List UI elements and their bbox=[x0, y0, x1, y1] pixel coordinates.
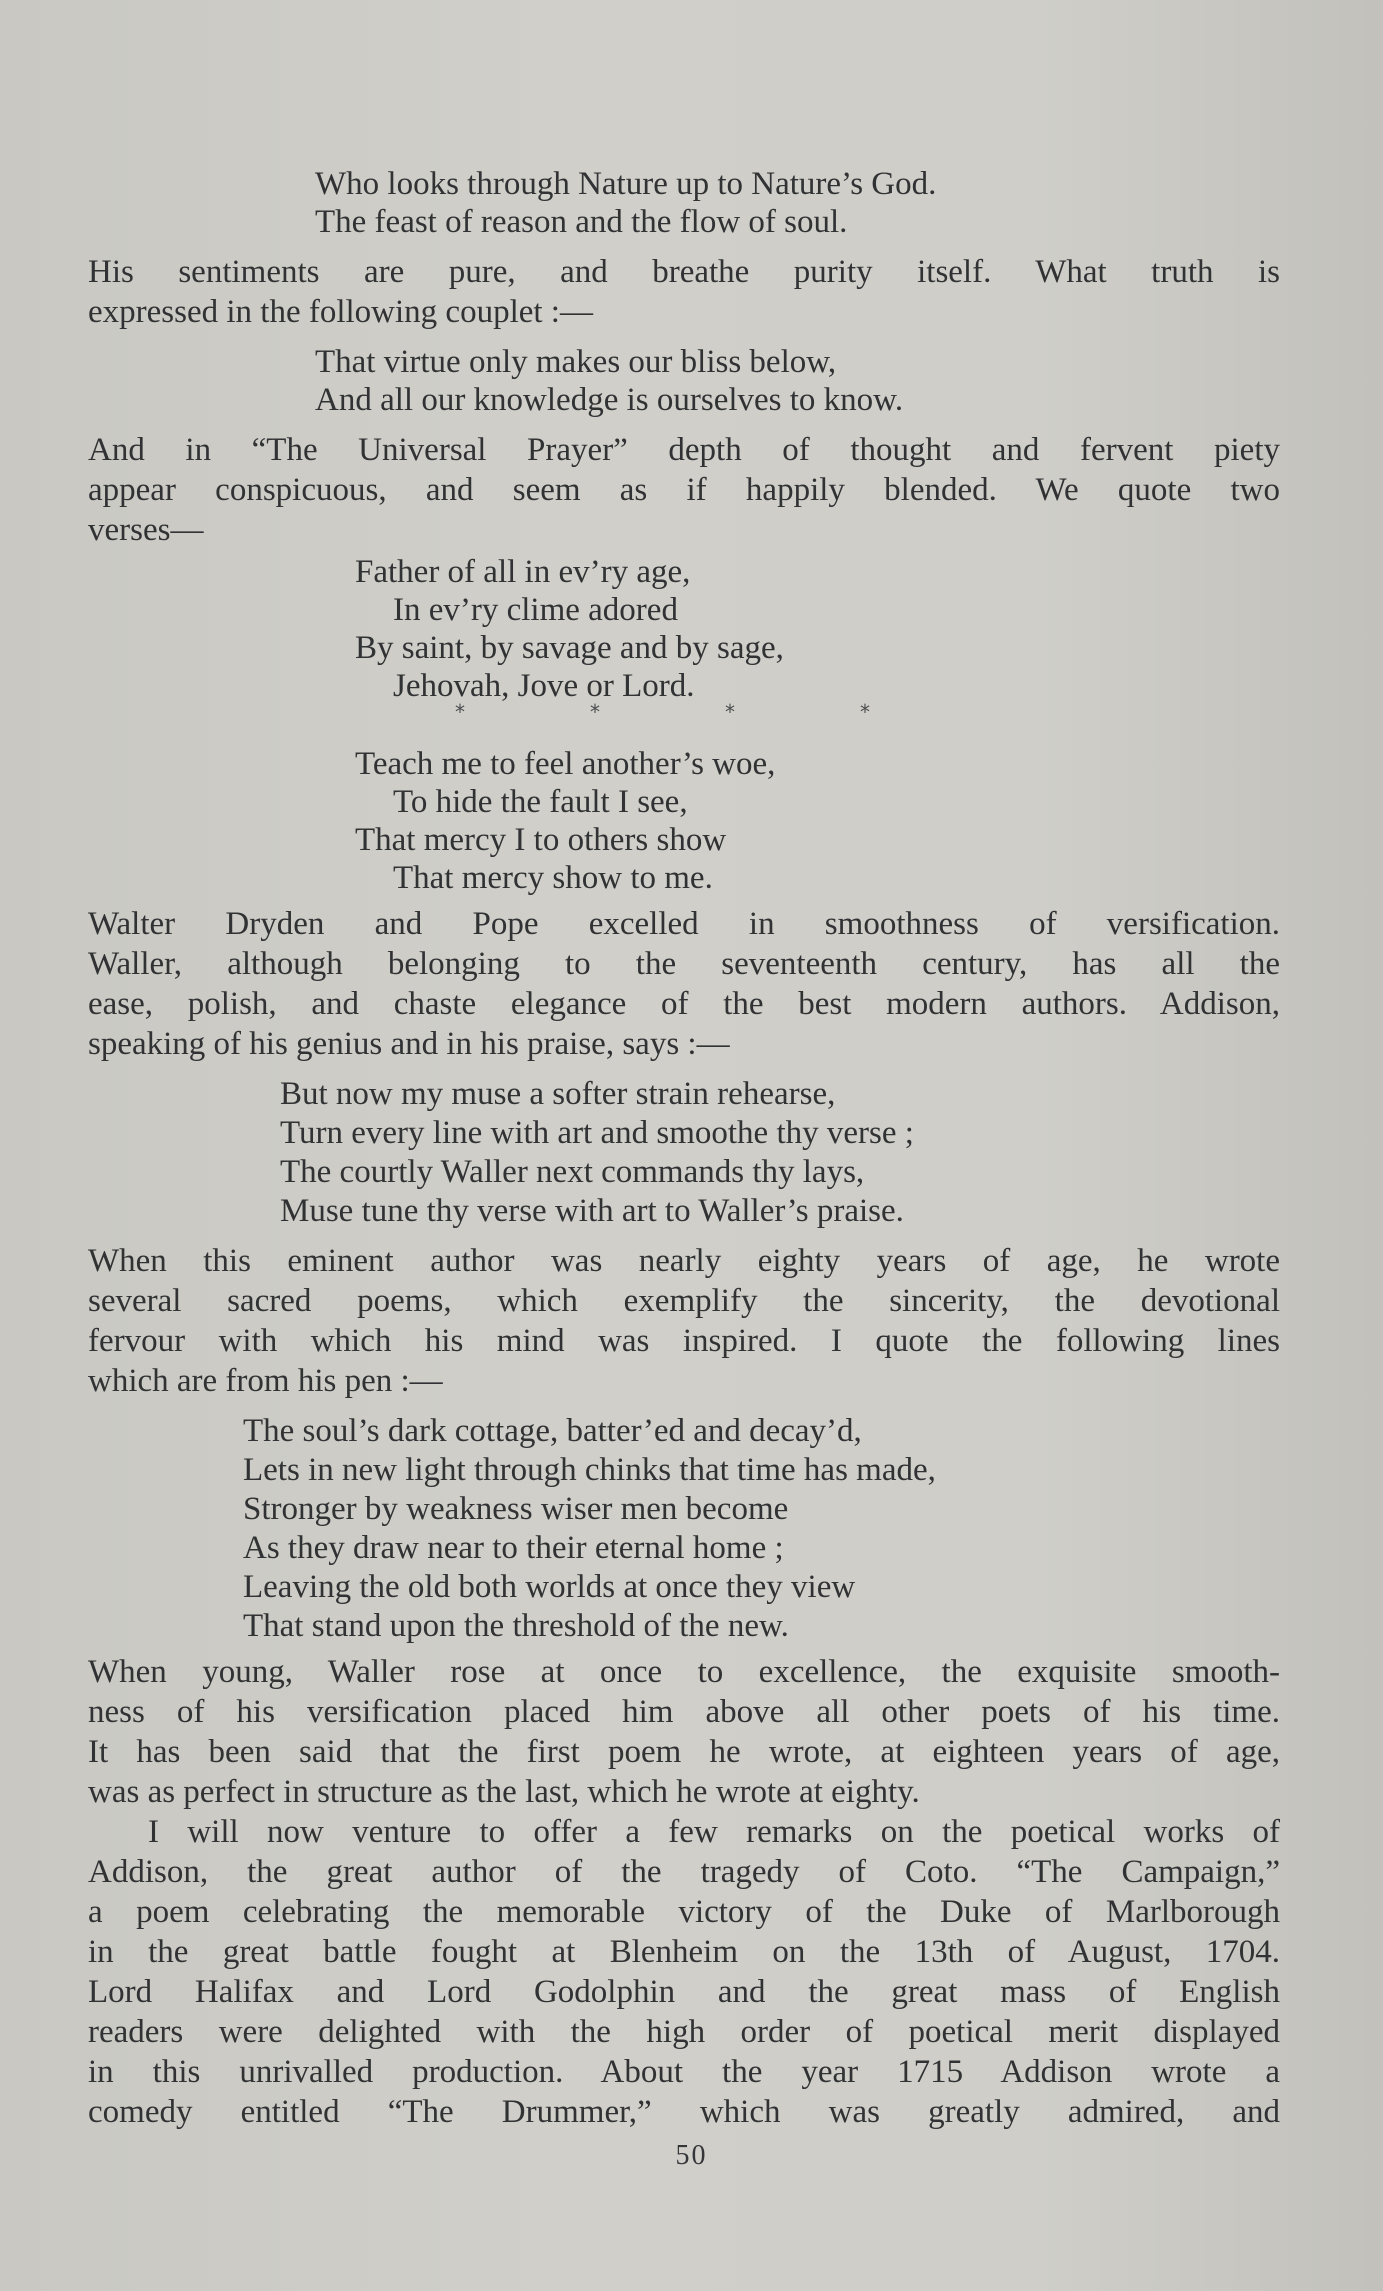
paragraph-line: When this eminent author was nearly eighty years of age, he wrote bbox=[88, 1243, 1280, 1279]
paragraph-line: speaking of his genius and in his praise, says :— bbox=[88, 1026, 730, 1062]
page-number: 50 bbox=[675, 2140, 708, 2171]
paragraph-line: Lord Halifax and Lord Godolphin and the great mass of English bbox=[88, 1974, 1280, 2010]
verse-line: To hide the fault I see, bbox=[393, 784, 688, 820]
paragraph-line: Walter Dryden and Pope excelled in smoothness of versification. bbox=[88, 906, 1280, 942]
quote-line: And all our knowledge is ourselves to know. bbox=[315, 382, 904, 418]
asterisk: * bbox=[725, 700, 735, 724]
verse-line: That mercy I to others show bbox=[355, 822, 727, 858]
paragraph-line: several sacred poems, which exemplify the sincerity, the devotional bbox=[88, 1283, 1280, 1319]
paragraph-line: fervour with which his mind was inspired. I quote the following lines bbox=[88, 1323, 1280, 1359]
quote-line: As they draw near to their eternal home ; bbox=[243, 1530, 784, 1566]
paragraph-line: I will now venture to offer a few remarks on the poetical works of bbox=[148, 1814, 1280, 1850]
paragraph-line: readers were delighted with the high order of poetical merit displayed bbox=[88, 2014, 1280, 2050]
paragraph-line: which are from his pen :— bbox=[88, 1363, 443, 1399]
paragraph-line: expressed in the following couplet :— bbox=[88, 294, 593, 330]
verse-line: That mercy show to me. bbox=[393, 860, 713, 896]
paragraph-line: When young, Waller rose at once to excellence, the exquisite smooth- bbox=[88, 1654, 1280, 1690]
quote-line: Muse tune thy verse with art to Waller’s praise. bbox=[280, 1193, 904, 1229]
asterisk: * bbox=[590, 700, 600, 724]
quote-line: Leaving the old both worlds at once they view bbox=[243, 1569, 856, 1605]
verse-line: Jehovah, Jove or Lord. bbox=[393, 668, 695, 704]
verse-line: In ev’ry clime adored bbox=[393, 592, 678, 628]
asterisk: * bbox=[455, 700, 465, 724]
paragraph-line: in this unrivalled production. About the year 1715 Addison wrote a bbox=[88, 2054, 1280, 2090]
quote-line: But now my muse a softer strain rehearse, bbox=[280, 1076, 836, 1112]
paragraph-line: a poem celebrating the memorable victory of the Duke of Marlborough bbox=[88, 1894, 1280, 1930]
verse-line: Teach me to feel another’s woe, bbox=[355, 746, 776, 782]
quote-line: That stand upon the threshold of the new. bbox=[243, 1608, 789, 1644]
verse-line: Father of all in ev’ry age, bbox=[355, 554, 691, 590]
quote-line: Turn every line with art and smoothe thy verse ; bbox=[280, 1115, 914, 1151]
quote-line: The soul’s dark cottage, batter’ed and decay’d, bbox=[243, 1413, 862, 1449]
quote-line: The courtly Waller next commands thy lays, bbox=[280, 1154, 865, 1190]
paragraph-line: appear conspicuous, and seem as if happily blended. We quote two bbox=[88, 472, 1280, 508]
quote-line: Stronger by weakness wiser men become bbox=[243, 1491, 789, 1527]
quote-line: That virtue only makes our bliss below, bbox=[315, 344, 837, 380]
paragraph-line: ease, polish, and chaste elegance of the best modern authors. Addison, bbox=[88, 986, 1280, 1022]
paragraph-line: It has been said that the first poem he wrote, at eighteen years of age, bbox=[88, 1734, 1280, 1770]
paragraph-line: in the great battle fought at Blenheim on the 13th of August, 1704. bbox=[88, 1934, 1280, 1970]
paragraph-line: Addison, the great author of the tragedy of Coto. “The Campaign,” bbox=[88, 1854, 1280, 1890]
paragraph-line: Waller, although belonging to the seventeenth century, has all the bbox=[88, 946, 1280, 982]
quote-line: Lets in new light through chinks that time has made, bbox=[243, 1452, 936, 1488]
paragraph-line: ness of his versification placed him above all other poets of his time. bbox=[88, 1694, 1280, 1730]
paragraph-line: was as perfect in structure as the last, which he wrote at eighty. bbox=[88, 1774, 920, 1810]
paragraph-line: verses— bbox=[88, 512, 204, 548]
paragraph-line: comedy entitled “The Drummer,” which was greatly admired, and bbox=[88, 2094, 1280, 2130]
paragraph-line: His sentiments are pure, and breathe purity itself. What truth is bbox=[88, 254, 1280, 290]
quote-line: The feast of reason and the flow of soul. bbox=[315, 204, 848, 240]
asterisk: * bbox=[860, 700, 870, 724]
quote-line: Who looks through Nature up to Nature’s God. bbox=[315, 166, 937, 202]
paragraph-line: And in “The Universal Prayer” depth of thought and fervent piety bbox=[88, 432, 1280, 468]
verse-line: By saint, by savage and by sage, bbox=[355, 630, 784, 666]
